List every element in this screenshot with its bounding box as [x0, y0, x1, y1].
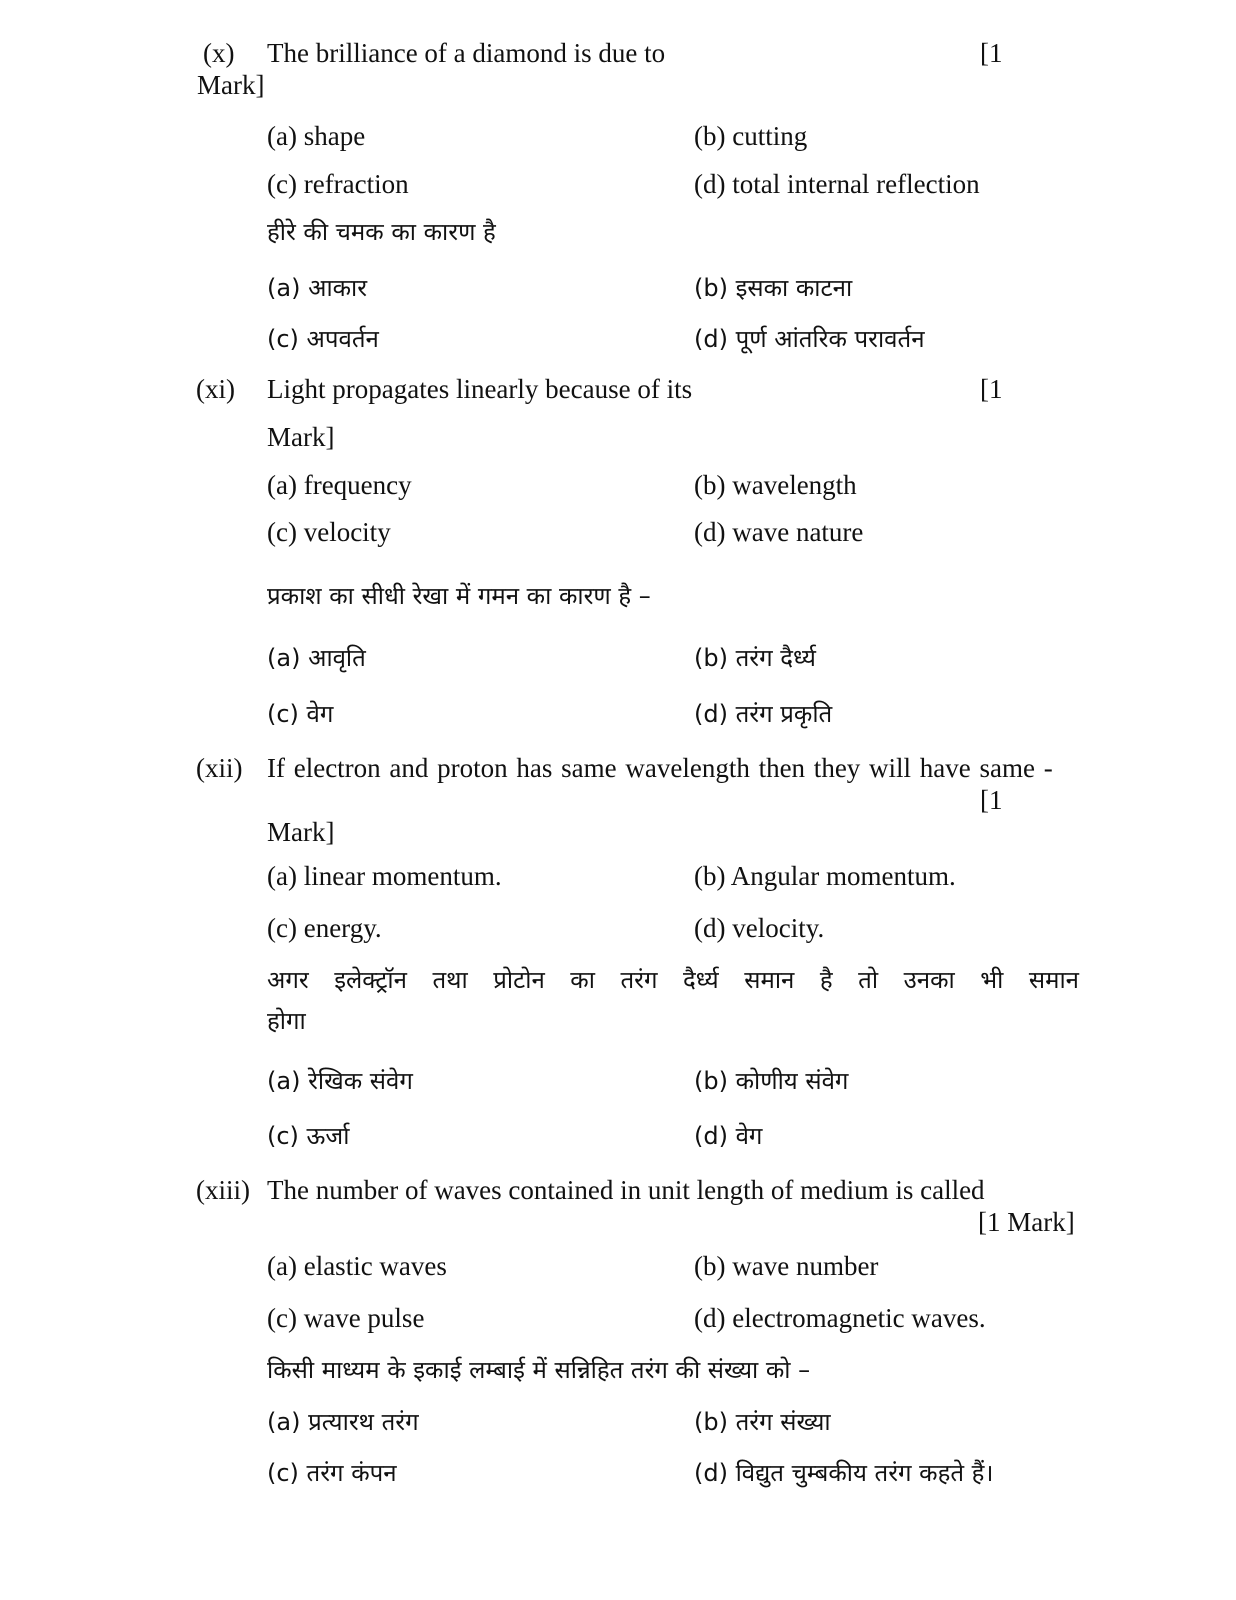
- option-a: (a) elastic waves: [267, 1251, 447, 1281]
- mark-label-continued: Mark]: [197, 70, 265, 100]
- hindi-question-text: अगर इलेक्ट्रॉन तथा प्रोटोन का तरंग दैर्ध्य समान है तो उनका भी समान: [267, 966, 1079, 994]
- hindi-option-b: (b) इसका काटना: [694, 274, 853, 302]
- option-b: (b) cutting: [694, 121, 808, 151]
- question-text: The number of waves contained in unit length of medium is called: [267, 1175, 985, 1205]
- option-d: (d) wave nature: [694, 517, 864, 547]
- hindi-question-text: किसी माध्यम के इकाई लम्बाई में सन्निहित तरंग की संख्या को –: [267, 1356, 811, 1384]
- option-b: (b) wavelength: [694, 470, 857, 500]
- hindi-option-d: (d) पूर्ण आंतरिक परावर्तन: [694, 325, 925, 353]
- option-c: (c) wave pulse: [267, 1303, 425, 1333]
- question-number: (xii): [196, 753, 243, 783]
- question-number: (xi): [196, 374, 235, 404]
- option-b: (b) wave number: [694, 1251, 879, 1281]
- hindi-option-a: (a) रेखिक संवेग: [267, 1067, 413, 1095]
- hindi-question-text-continued: होगा: [267, 1007, 306, 1035]
- hindi-option-d: (d) विद्युत चुम्बकीय तरंग कहते हैं।: [694, 1459, 994, 1487]
- question-text: If electron and proton has same wavelength then they will have same -: [267, 753, 1053, 783]
- hindi-question-text: प्रकाश का सीधी रेखा में गमन का कारण है –: [267, 582, 651, 610]
- option-c: (c) velocity: [267, 517, 391, 547]
- option-a: (a) shape: [267, 121, 366, 151]
- hindi-option-c: (c) ऊर्जा: [267, 1122, 350, 1150]
- option-d: (d) electromagnetic waves.: [694, 1303, 986, 1333]
- hindi-option-b: (b) तरंग संख्या: [694, 1408, 831, 1436]
- mark-label: [1: [980, 785, 1003, 815]
- hindi-option-b: (b) कोणीय संवेग: [694, 1067, 849, 1095]
- option-c: (c) refraction: [267, 169, 409, 199]
- mark-label: [1 Mark]: [978, 1207, 1075, 1237]
- hindi-question-text: हीरे की चमक का कारण है: [267, 218, 496, 246]
- hindi-option-c: (c) तरंग कंपन: [267, 1459, 397, 1487]
- mark-label: [1: [980, 374, 1003, 404]
- mark-label-continued: Mark]: [267, 422, 335, 452]
- option-d: (d) velocity.: [694, 913, 825, 943]
- option-b: (b) Angular momentum.: [694, 861, 956, 891]
- option-d: (d) total internal reflection: [694, 169, 980, 199]
- hindi-option-a: (a) आवृति: [267, 644, 366, 672]
- hindi-option-c: (c) अपवर्तन: [267, 325, 379, 353]
- hindi-option-a: (a) प्रत्यारथ तरंग: [267, 1408, 419, 1436]
- question-number: (xiii): [196, 1175, 250, 1205]
- question-number: (x): [203, 38, 235, 68]
- hindi-option-a: (a) आकार: [267, 274, 368, 302]
- hindi-option-d: (d) तरंग प्रकृति: [694, 700, 833, 728]
- question-text: The brilliance of a diamond is due to: [267, 38, 666, 68]
- option-c: (c) energy.: [267, 913, 382, 943]
- mark-label: [1: [980, 38, 1003, 68]
- hindi-option-c: (c) वेग: [267, 700, 334, 728]
- mark-label-continued: Mark]: [267, 817, 335, 847]
- hindi-option-b: (b) तरंग दैर्ध्य: [694, 644, 816, 672]
- hindi-option-d: (d) वेग: [694, 1122, 763, 1150]
- option-a: (a) linear momentum.: [267, 861, 502, 891]
- option-a: (a) frequency: [267, 470, 412, 500]
- question-text: Light propagates linearly because of its: [267, 374, 693, 404]
